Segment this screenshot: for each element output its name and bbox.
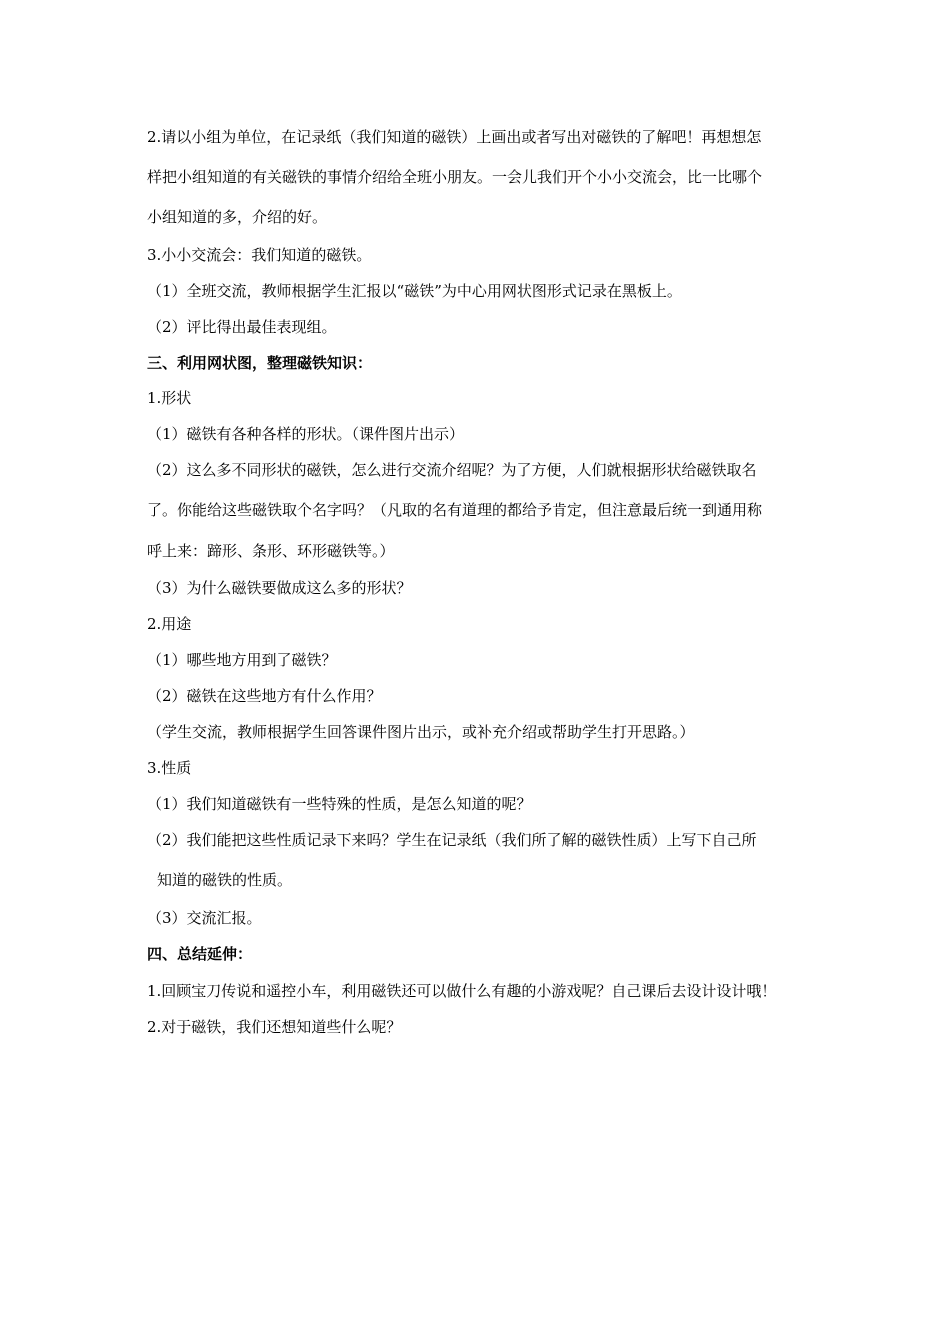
paragraph-line: 1.形状 [147,389,192,407]
section-heading: 四、总结延伸： [147,945,253,963]
paragraph-line: （1）哪些地方用到了磁铁？ [147,651,337,669]
paragraph-line: （1）我们知道磁铁有一些特殊的性质，是怎么知道的呢？ [147,795,532,813]
paragraph-line: 2.对于磁铁，我们还想知道些什么呢？ [147,1018,402,1036]
paragraph-line: （2）我们能把这些性质记录下来吗？学生在记录纸（我们所了解的磁铁性质）上写下自己所 [147,831,757,849]
paragraph-line: （2）评比得出最佳表现组。 [147,318,337,336]
paragraph-line: 3.性质 [147,759,192,777]
paragraph-line: 3.小小交流会：我们知道的磁铁。 [147,246,372,264]
paragraph-line: 小组知道的多，介绍的好。 [147,208,328,226]
paragraph-line: （1）磁铁有各种各样的形状。（课件图片出示） [147,425,465,443]
paragraph-line: 了。你能给这些磁铁取个名字吗？（凡取的名有道理的都给予肯定，但注意最后统一到通用称 [147,501,763,519]
paragraph-line: 2.请以小组为单位，在记录纸（我们知道的磁铁）上画出或者写出对磁铁的了解吧！再想想怎 [147,128,762,146]
paragraph-line: 样把小组知道的有关磁铁的事情介绍给全班小朋友。一会儿我们开个小小交流会，比一比哪个 [147,168,763,186]
paragraph-line: 2.用途 [147,615,192,633]
paragraph-line: （2）磁铁在这些地方有什么作用？ [147,687,382,705]
paragraph-line: （学生交流，教师根据学生回答课件图片出示，或补充介绍或帮助学生打开思路。） [147,723,695,741]
paragraph-line: 呼上来：蹄形、条形、环形磁铁等。） [147,542,395,560]
paragraph-line: （2）这么多不同形状的磁铁，怎么进行交流介绍呢？为了方便，人们就根据形状给磁铁取名 [147,461,757,479]
section-heading: 三、利用网状图，整理磁铁知识： [147,354,373,372]
paragraph-line: （3）交流汇报。 [147,909,262,927]
paragraph-line: 1.回顾宝刀传说和遥控小车，利用磁铁还可以做什么有趣的小游戏呢？自己课后去设计设计哦！ [147,982,777,1000]
paragraph-line: 知道的磁铁的性质。 [157,871,293,889]
paragraph-line: （1）全班交流，教师根据学生汇报以“磁铁”为中心用网状图形式记录在黑板上。 [147,282,682,300]
paragraph-line: （3）为什么磁铁要做成这么多的形状？ [147,579,412,597]
